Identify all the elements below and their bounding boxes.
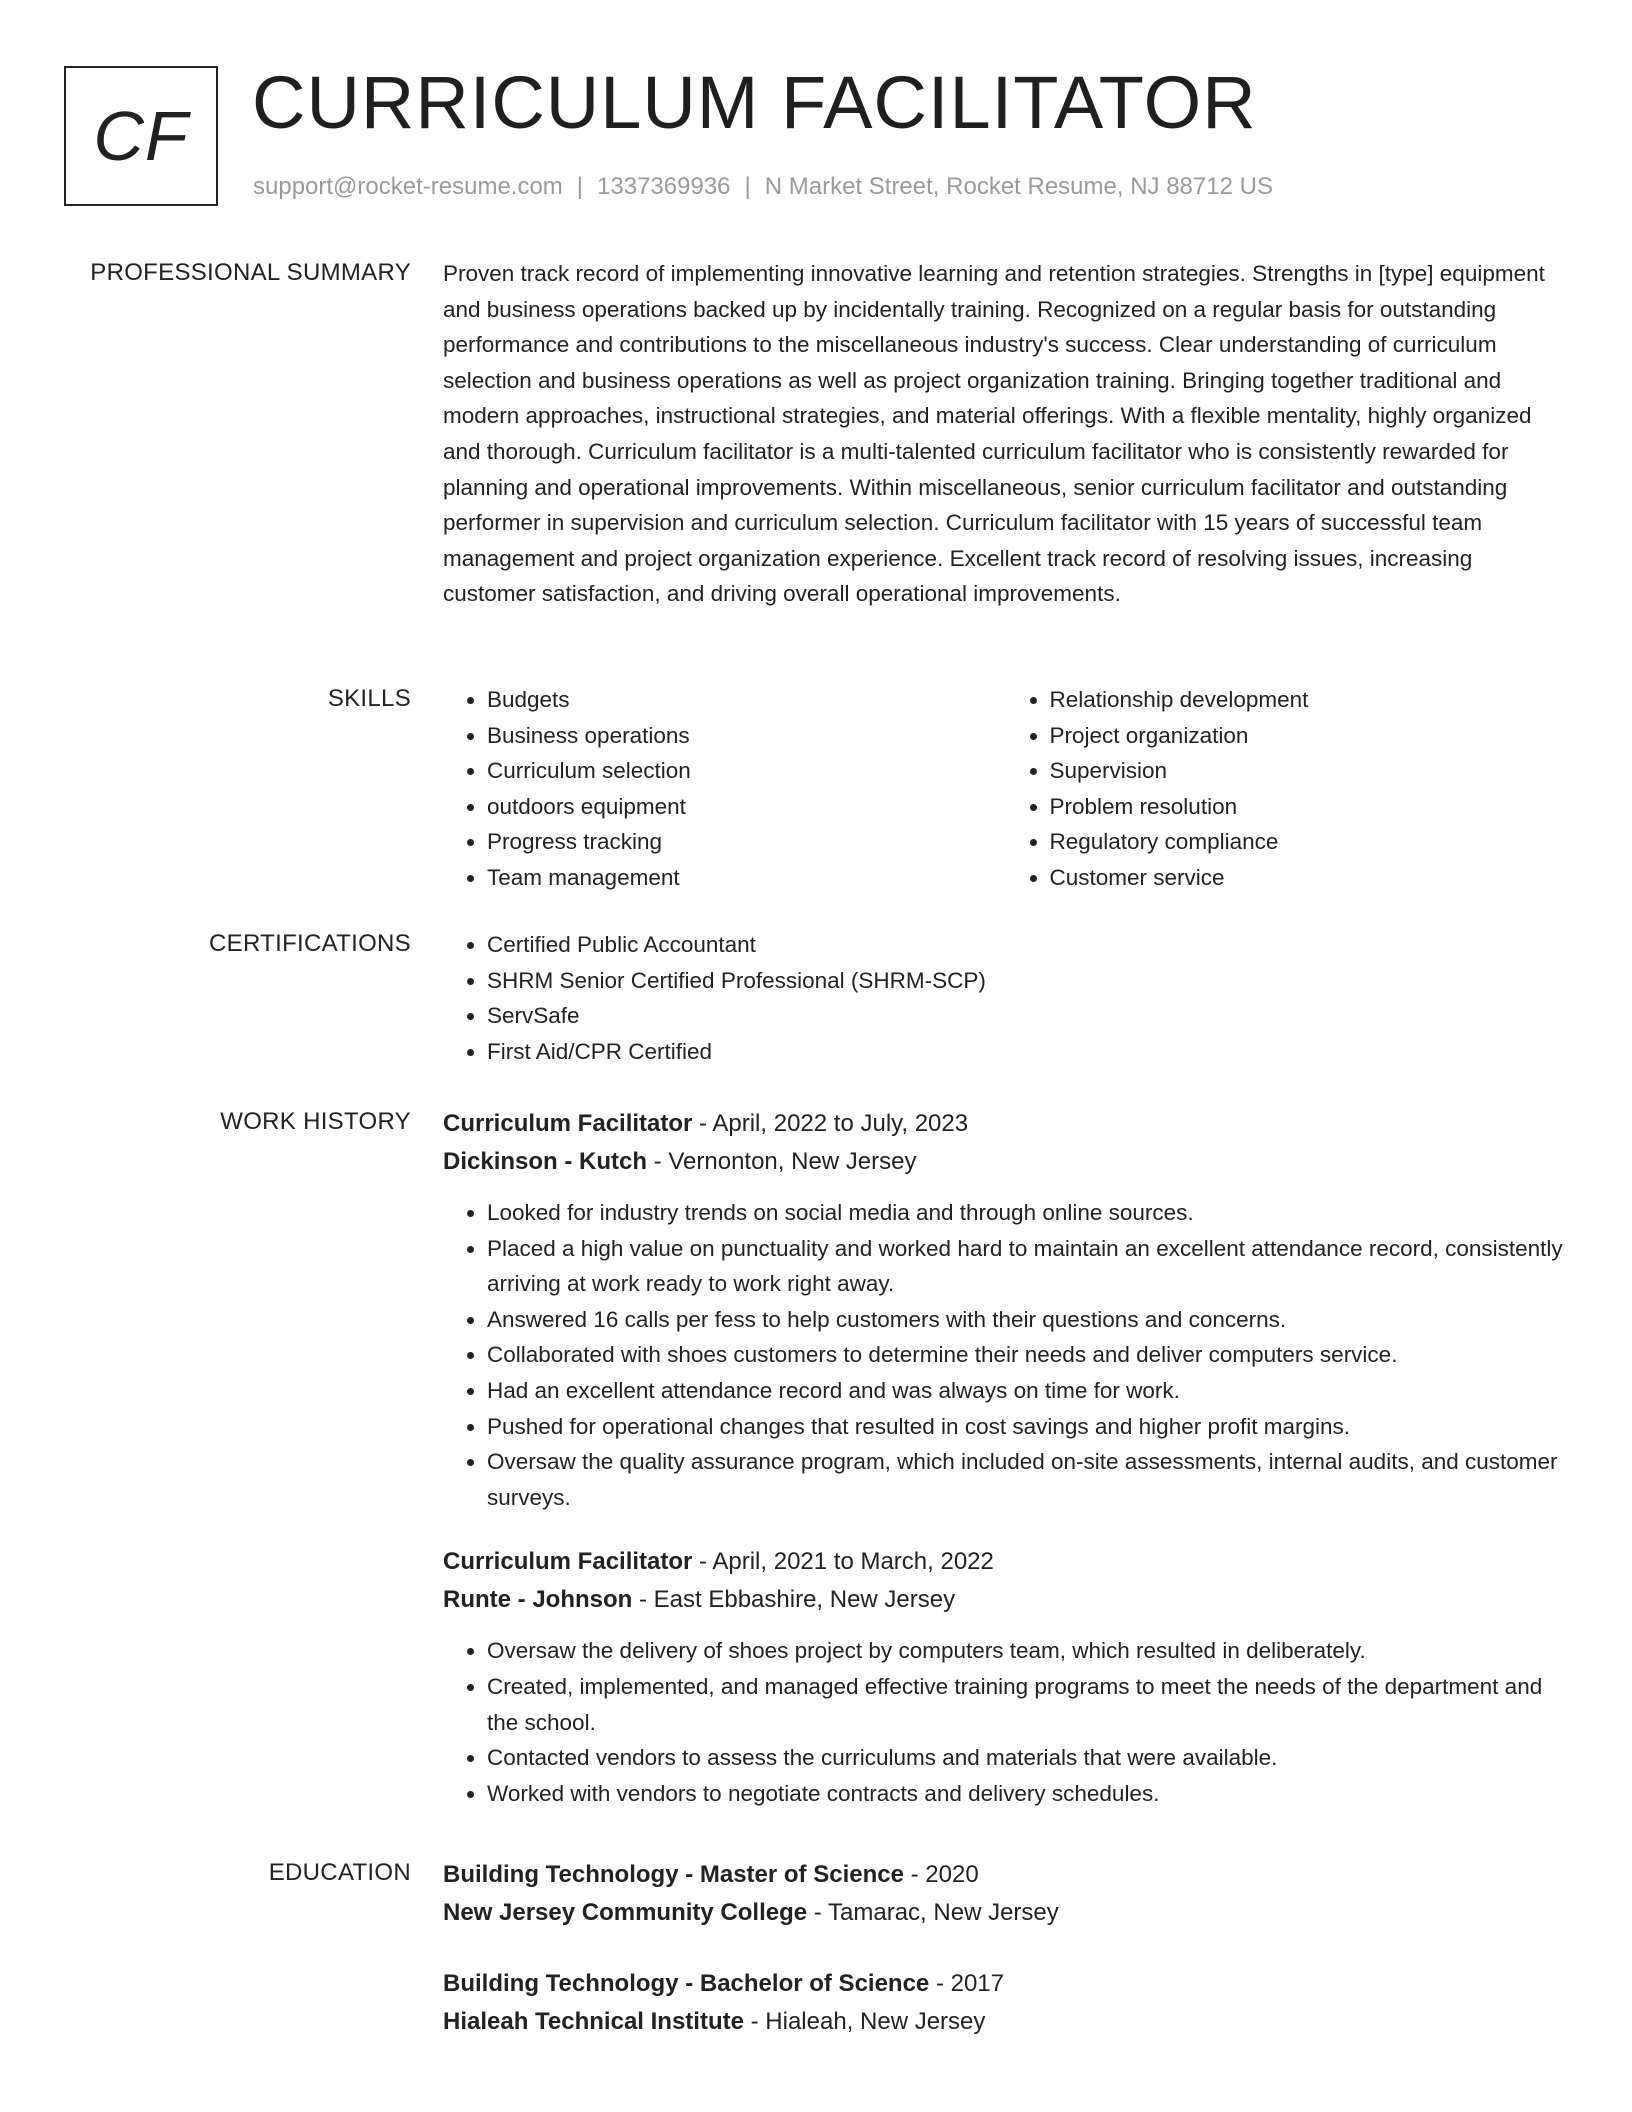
job-company-line (443, 1581, 1568, 1619)
skill-item: • Business operations (487, 718, 1006, 754)
skill-item: • Relationship development (1050, 682, 1569, 718)
education-section (64, 1856, 1568, 2056)
page-title: CURRICULUM FACILITATOR (252, 61, 1257, 144)
job-duty: • Collaborated with shoes customers to determine their needs and deliver computers service. (487, 1337, 1568, 1373)
certifications-body (443, 927, 1568, 1069)
education-school: Hialeah Technical Institute (443, 2008, 744, 2035)
contact-separator: | (576, 173, 584, 200)
section-label-summary: PROFESSIONAL SUMMARY (90, 259, 411, 286)
monogram-logo: CF (64, 66, 218, 206)
education-location: - Hialeah, New Jersey (743, 2008, 986, 2035)
skills-list-right (1006, 682, 1569, 896)
job-entry (443, 1543, 1568, 1811)
job-company-line (443, 1143, 1568, 1181)
education-year: - 2017 (929, 1970, 1004, 1997)
skill-item: • Budgets (487, 682, 1006, 718)
education-entry (443, 1965, 1568, 2041)
job-title-line (443, 1543, 1568, 1581)
job-location: - East Ebbashire, New Jersey (632, 1586, 956, 1614)
skill-item: • Problem resolution (1050, 789, 1569, 825)
job-duty: • Had an excellent attendance record and was always on time for work. (487, 1373, 1568, 1409)
skill-item: • outdoors equipment (487, 789, 1006, 825)
job-duty: • Looked for industry trends on social media and through online sources. (487, 1195, 1568, 1231)
job-title-line (443, 1105, 1568, 1143)
summary-section (64, 256, 1568, 656)
education-entry (443, 1856, 1568, 1932)
job-location: - Vernonton, New Jersey (647, 1148, 917, 1175)
job-title: Curriculum Facilitator (443, 1110, 693, 1137)
skill-item: • Progress tracking (487, 824, 1006, 860)
summary-body (443, 256, 1568, 612)
skill-item: • Team management (487, 860, 1006, 896)
skill-item: • Customer service (1050, 860, 1569, 896)
job-company: Dickinson - Kutch (443, 1148, 648, 1175)
education-location: - Tamarac, New Jersey (807, 1899, 1059, 1926)
education-degree: Building Technology - Master of Science (443, 1861, 904, 1888)
contact-separator: | (744, 173, 751, 200)
summary-text: Proven track record of implementing innovative learning and retention strategies. Strengths in [type] equipment and business operations backed up by incidentally training. Recognized on a regular basis for outstanding performance and contributions to the miscellaneous industry's success. Clear understanding of curriculum selection and business operations as well as project organization training. Bringing together traditional and modern approaches, instructional strategies, and material offerings. With a flexible mentality, highly organized and thorough. Curriculum facilitator is a multi-talented curriculum facilitator who is consistently rewarded for planning and operational improvements. Within miscellaneous, senior curriculum facilitator and outstanding performer in supervision and curriculum selection. Curriculum facilitator with 15 years of successful team management and project organization experience. Excellent track record of resolving issues, increasing customer satisfaction, and driving overall operational improvements. (443, 261, 1545, 607)
skill-item: • Curriculum selection (487, 753, 1006, 789)
skill-item: • Regulatory compliance (1050, 824, 1569, 860)
job-entry (443, 1105, 1568, 1515)
section-label-education: EDUCATION (268, 1859, 411, 1886)
skills-list-left (443, 682, 1006, 896)
skills-body (443, 682, 1568, 896)
certification-item: • ServSafe (487, 998, 1568, 1034)
skill-item: • Supervision (1050, 753, 1569, 789)
section-label-skills: SKILLS (327, 685, 411, 712)
contact-line (253, 172, 1273, 202)
resume-header (64, 61, 1568, 214)
job-duty: • Contacted vendors to assess the curriculums and materials that were available. (487, 1740, 1568, 1776)
education-year: - 2020 (903, 1861, 979, 1888)
job-duty: • Oversaw the delivery of shoes project by computers team, which resulted in deliberately. (487, 1633, 1568, 1669)
section-label-certifications: CERTIFICATIONS (209, 930, 411, 957)
job-duty: • Oversaw the quality assurance program, which included on-site assessments, internal audits, and customer surveys. (487, 1444, 1568, 1515)
education-degree-line (443, 1856, 1568, 1894)
education-school-line (443, 2003, 1568, 2041)
job-duties-list (443, 1633, 1568, 1811)
certifications-list (443, 927, 1568, 1069)
education-school-line (443, 1894, 1568, 1932)
certifications-section (64, 927, 1568, 1077)
job-dates: - April, 2022 to July, 2023 (692, 1110, 969, 1137)
skills-section (64, 682, 1568, 902)
contact-phone: 1337369936 (597, 173, 731, 200)
work-history-section (64, 1105, 1568, 1825)
job-duty: • Worked with vendors to negotiate contracts and delivery schedules. (487, 1776, 1568, 1812)
skill-item: • Project organization (1050, 718, 1569, 754)
contact-address: N Market Street, Rocket Resume, NJ 88712 US (764, 173, 1273, 200)
job-duty: • Answered 16 calls per fess to help customers with their questions and concerns. (487, 1302, 1568, 1338)
job-company: Runte - Johnson (443, 1586, 633, 1614)
certification-item: • Certified Public Accountant (487, 927, 1568, 963)
education-school: New Jersey Community College (443, 1899, 808, 1926)
job-duty: • Pushed for operational changes that resulted in cost savings and higher profit margins. (487, 1409, 1568, 1445)
education-degree-line (443, 1965, 1568, 2003)
certification-item: • First Aid/CPR Certified (487, 1034, 1568, 1070)
education-degree: Building Technology - Bachelor of Science (443, 1970, 930, 1997)
job-duties-list (443, 1195, 1568, 1515)
job-title: Curriculum Facilitator (443, 1548, 693, 1576)
work-history-body (443, 1105, 1568, 1811)
contact-email: support@rocket-resume.com (253, 173, 563, 200)
job-duty: • Placed a high value on punctuality and worked hard to maintain an excellent attendance record, consistently arriving at work ready to work right away. (487, 1231, 1568, 1302)
job-dates: - April, 2021 to March, 2022 (692, 1548, 994, 1576)
section-label-work-history: WORK HISTORY (220, 1108, 411, 1135)
job-duty: • Created, implemented, and managed effective training programs to meet the needs of the department and the school. (487, 1669, 1568, 1740)
education-body (443, 1856, 1568, 2041)
certification-item: • SHRM Senior Certified Professional (SHRM-SCP) (487, 963, 1568, 999)
